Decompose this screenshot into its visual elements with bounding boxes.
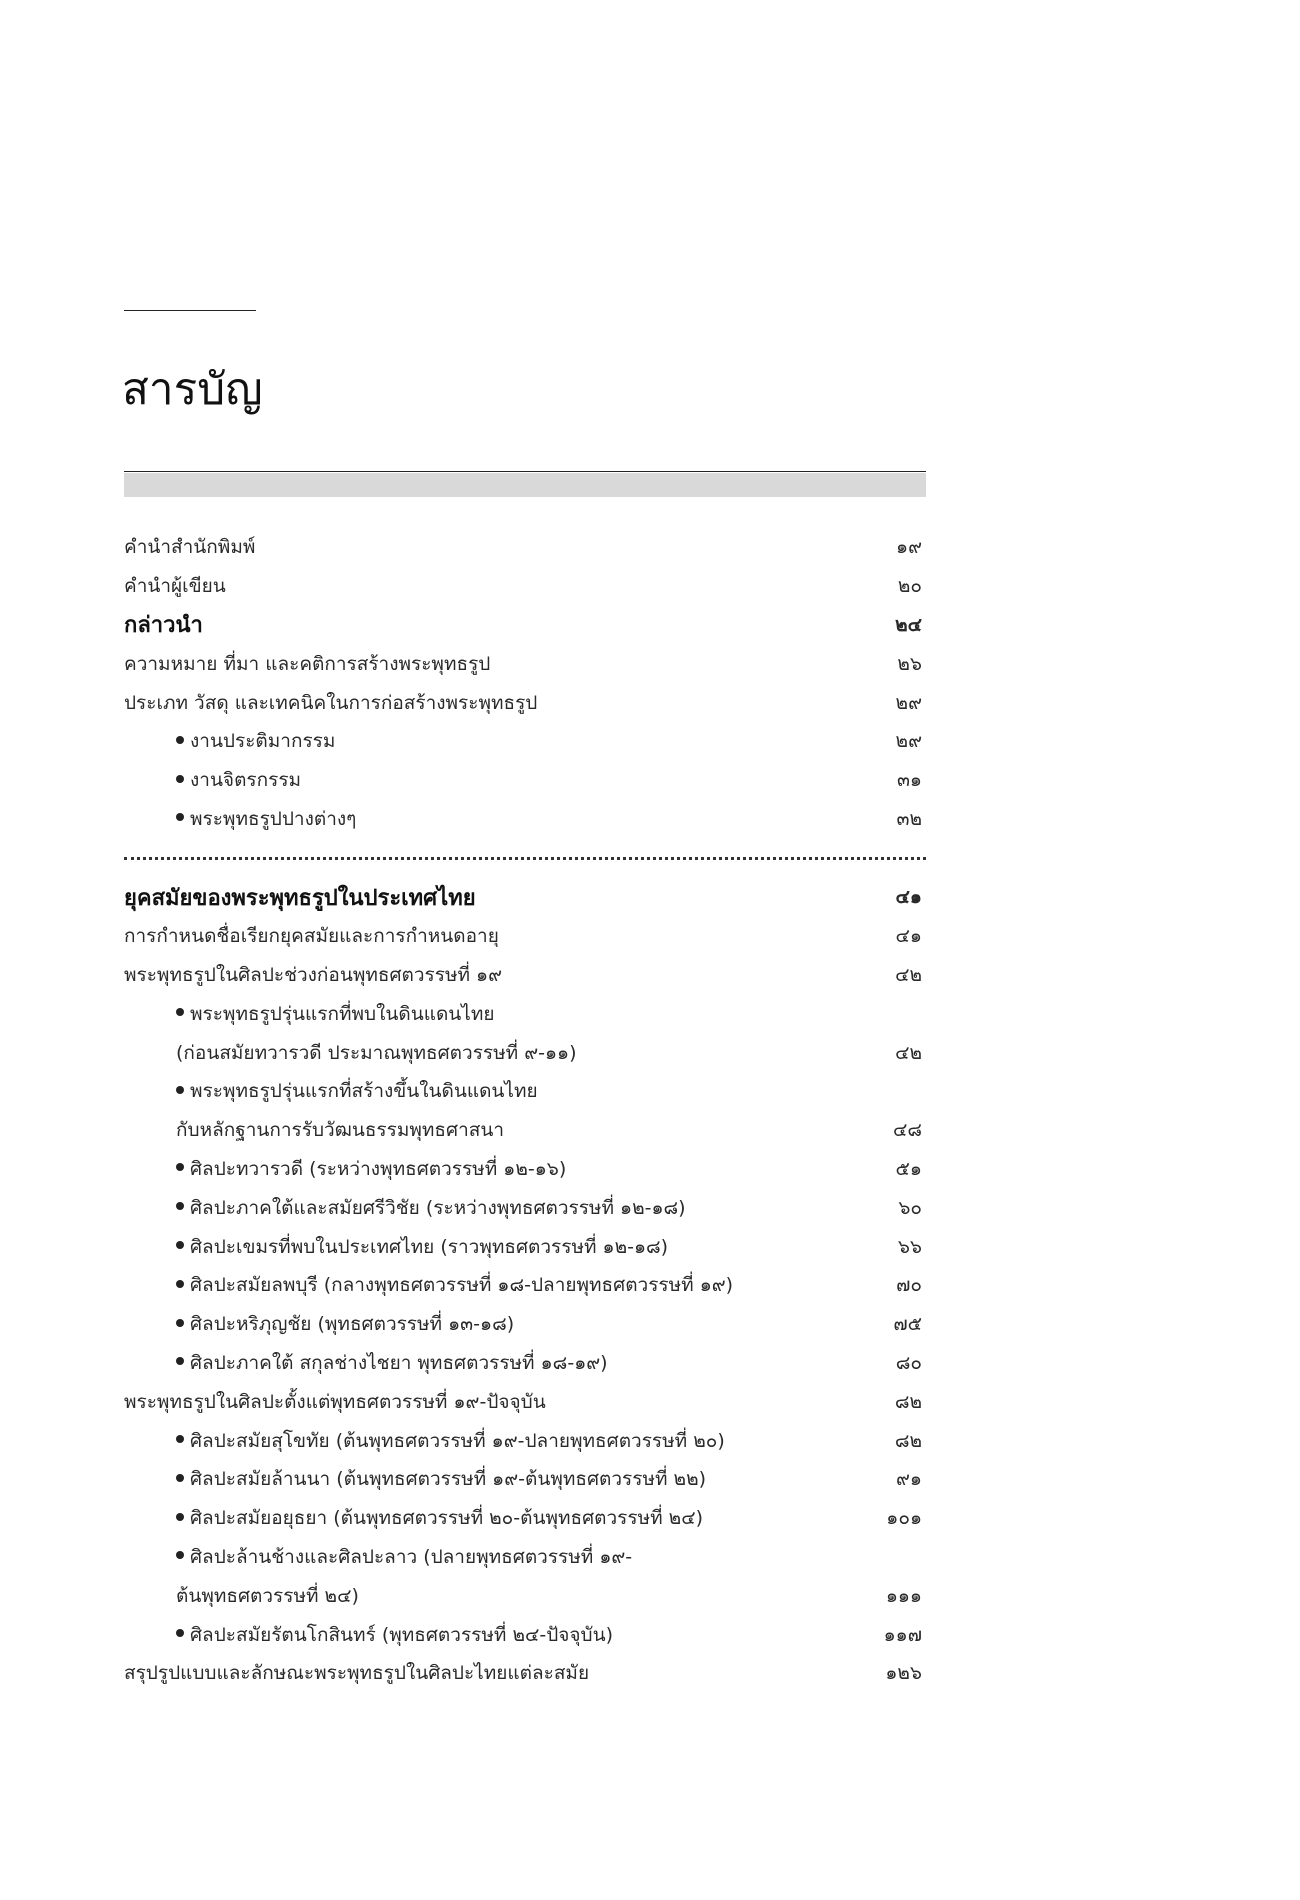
decorative-short-rule (124, 310, 256, 311)
toc-entry-text: ศิลปะสมัยรัตนโกสินทร์ (พุทธศตวรรษที่ ๒๔-ปัจจุบัน) (190, 1623, 613, 1646)
toc-entry-label (124, 1503, 703, 1533)
toc-entry-text: พระพุทธรูปรุ่นแรกที่สร้างขึ้นในดินแดนไทย (190, 1080, 538, 1103)
toc-entry-label (124, 804, 356, 834)
toc-page-number: ๗๕ (893, 1313, 922, 1336)
bullet-icon (176, 1280, 184, 1288)
bullet-icon (176, 1202, 184, 1210)
toc-entry-text: (ก่อนสมัยทวารวดี ประมาณพุทธศตวรรษที่ ๙-๑๑) (176, 1041, 577, 1064)
bullet-icon (176, 736, 184, 744)
toc-entry-text: ยุคสมัยของพระพุทธรูปในประเทศไทย (124, 885, 476, 911)
toc-entry-label (124, 1542, 632, 1572)
bullet-icon (176, 813, 184, 821)
toc-entry-text: ประเภท วัสดุ และเทคนิคในการก่อสร้างพระพุทธรูป (124, 691, 538, 714)
toc-entry-text: งานประติมากรรม (190, 730, 336, 753)
toc-entry[interactable] (124, 1072, 926, 1111)
toc-entry-label (124, 607, 203, 642)
toc-entry-label (124, 1658, 589, 1688)
toc-entry[interactable] (124, 1615, 926, 1654)
bullet-icon (176, 1163, 184, 1171)
toc-entry-text: ศิลปะสมัยล้านนา (ต้นพุทธศตวรรษที่ ๑๙-ต้นพุทธศตวรรษที่ ๒๒) (190, 1468, 707, 1491)
toc-page-number: ๕๑ (895, 1157, 922, 1180)
toc-entry-text: ศิลปะสมัยสุโขทัย (ต้นพุทธศตวรรษที่ ๑๙-ปลายพุทธศตวรรษที่ ๒๐) (190, 1429, 725, 1452)
grey-header-bar (124, 473, 926, 497)
toc-entry[interactable] (124, 761, 926, 800)
toc-entry-text: ศิลปะล้านช้างและศิลปะลาว (ปลายพุทธศตวรรษที่ ๑๙- (190, 1545, 633, 1568)
bullet-icon (176, 1008, 184, 1016)
toc-entry-text: ศิลปะสมัยลพบุรี (กลางพุทธศตวรรษที่ ๑๘-ปลายพุทธศตวรรษที่ ๑๙) (190, 1274, 734, 1297)
toc-entry[interactable] (124, 1266, 926, 1305)
toc-entry-text: ศิลปะเขมรที่พบในประเทศไทย (ราวพุทธศตวรรษที่ ๑๒-๑๘) (190, 1235, 669, 1258)
toc-entry-text: ศิลปะภาคใต้และสมัยศรีวิชัย (ระหว่างพุทธศตวรรษที่ ๑๒-๑๘) (190, 1196, 686, 1219)
toc-entry-text: ศิลปะสมัยอยุธยา (ต้นพุทธศตวรรษที่ ๒๐-ต้นพุทธศตวรรษที่ ๒๔) (190, 1507, 703, 1530)
toc-entry-label (124, 649, 490, 679)
toc-entry-text: พระพุทธรูปในศิลปะช่วงก่อนพุทธศตวรรษที่ ๑๙ (124, 963, 503, 986)
toc-entry-label (124, 1154, 566, 1184)
toc-page-number: ๒๔ (895, 613, 922, 636)
toc-entry-label (124, 880, 476, 915)
toc-entry-label (124, 765, 301, 795)
toc-entry[interactable] (124, 1033, 926, 1072)
toc-page-number: ๑๙ (896, 536, 922, 559)
toc-entry[interactable] (124, 683, 926, 722)
toc-page-number: ๒๐ (897, 575, 922, 598)
toc-entry-label (124, 1426, 725, 1456)
toc-entry-label (124, 532, 255, 562)
toc-entry[interactable] (124, 1344, 926, 1383)
toc-entry[interactable] (124, 1421, 926, 1460)
toc-entry[interactable] (124, 567, 926, 606)
header-rule (124, 471, 926, 472)
bullet-icon (176, 1241, 184, 1249)
toc-entry-label (124, 1464, 706, 1494)
toc-entry-label (124, 1620, 613, 1650)
toc-page-number: ๔๒ (895, 963, 922, 986)
toc-entry-label (124, 1115, 504, 1145)
toc-entry-text: ศิลปะทวารวดี (ระหว่างพุทธศตวรรษที่ ๑๒-๑๖) (190, 1157, 567, 1180)
toc-entry-text: คำนำสำนักพิมพ์ (124, 536, 256, 559)
toc-page-number: ๔๒ (895, 1041, 922, 1064)
toc-page-number: ๘๒ (894, 1429, 922, 1452)
toc-page-number: ๑๑๗ (883, 1623, 922, 1646)
toc-entry-text: คำนำผู้เขียน (124, 575, 226, 598)
toc-entry-text: กล่าวนำ (124, 613, 203, 639)
toc-page-number: ๔๑ (895, 886, 922, 909)
toc-entry-label (124, 1076, 538, 1106)
toc-entry[interactable] (124, 1111, 926, 1150)
toc-page-number: ๑๑๑ (885, 1584, 922, 1607)
toc-entry-text: สรุปรูปแบบและลักษณะพระพุทธรูปในศิลปะไทยแต่ละสมัย (124, 1662, 590, 1685)
toc-page-number: ๖๐ (898, 1196, 922, 1219)
toc-entry-label (124, 999, 494, 1029)
toc-entry-text: ศิลปะหริภุญชัย (พุทธศตวรรษที่ ๑๓-๑๘) (190, 1313, 515, 1336)
bullet-icon (176, 775, 184, 783)
toc-entry-label (124, 1232, 668, 1262)
toc-page-number: ๒๖ (897, 652, 922, 675)
toc-entry-label (124, 1387, 546, 1417)
toc-entry-label (124, 1193, 686, 1223)
toc-entry-label (124, 571, 226, 601)
toc-entry-label (124, 921, 499, 951)
toc-entry-text: ศิลปะภาคใต้ สกุลช่างไชยา พุทธศตวรรษที่ ๑๘-๑๙) (190, 1351, 608, 1374)
toc-entry[interactable] (124, 722, 926, 761)
toc-entry-label (124, 1581, 359, 1611)
toc-page-number: ๒๙ (895, 691, 922, 714)
toc-entry[interactable] (124, 1460, 926, 1499)
toc-entry[interactable] (124, 1538, 926, 1577)
toc-heading[interactable] (124, 878, 926, 917)
toc-entry[interactable] (124, 1654, 926, 1693)
toc-page-number: ๘๒ (894, 1390, 922, 1413)
toc-entry-label (124, 1270, 733, 1300)
toc-entry-label (124, 1309, 514, 1339)
page-title: สารบัญ (122, 364, 263, 415)
toc-page-number: ๖๖ (897, 1235, 922, 1258)
toc-entry-text: พระพุทธรูปในศิลปะตั้งแต่พุทธศตวรรษที่ ๑๙-ปัจจุบัน (124, 1390, 546, 1413)
bullet-icon (176, 1513, 184, 1521)
toc-entry-text: พระพุทธรูปปางต่างๆ (190, 807, 357, 830)
toc-entry-text: ความหมาย ที่มา และคติการสร้างพระพุทธรูป (124, 652, 491, 675)
toc-entry[interactable] (124, 1188, 926, 1227)
bullet-icon (176, 1086, 184, 1094)
bullet-icon (176, 1551, 184, 1559)
bullet-icon (176, 1629, 184, 1637)
toc-page-number: ๑๐๑ (886, 1507, 922, 1530)
toc-page-number: ๒๙ (895, 730, 922, 753)
toc-entry[interactable] (124, 1499, 926, 1538)
toc-page-number: ๓๑ (896, 769, 922, 792)
toc-entry[interactable] (124, 1382, 926, 1421)
toc-section-1 (124, 528, 926, 838)
toc-entry-label (124, 688, 537, 718)
bullet-icon (176, 1474, 184, 1482)
toc-entry[interactable] (124, 994, 926, 1033)
toc-page-number: ๘๐ (895, 1351, 922, 1374)
toc-page-number: ๔๑ (895, 925, 922, 948)
bullet-icon (176, 1435, 184, 1443)
toc-page-number: ๓๒ (896, 807, 922, 830)
toc-entry[interactable] (124, 1227, 926, 1266)
toc-entry-text: งานจิตรกรรม (190, 769, 302, 792)
toc-entry-label (124, 1038, 577, 1068)
toc-page-number: ๑๒๖ (885, 1662, 922, 1685)
toc-entry-label (124, 960, 502, 990)
toc-entry-text: การกำหนดชื่อเรียกยุคสมัยและการกำหนดอายุ (124, 925, 499, 948)
bullet-icon (176, 1319, 184, 1327)
toc-entry-text: ต้นพุทธศตวรรษที่ ๒๔) (176, 1584, 359, 1607)
toc-heading[interactable] (124, 606, 926, 645)
bullet-icon (176, 1357, 184, 1365)
toc-entry-text: กับหลักฐานการรับวัฒนธรรมพุทธศาสนา (176, 1119, 505, 1142)
toc-entry[interactable] (124, 800, 926, 839)
toc-entry-label (124, 726, 335, 756)
toc-page-number: ๙๑ (896, 1468, 922, 1491)
toc-entry[interactable] (124, 644, 926, 683)
toc-section-2 (124, 878, 926, 1693)
toc-entry-label (124, 1348, 608, 1378)
toc-page-number: ๔๘ (892, 1119, 922, 1142)
toc-page-number: ๗๐ (896, 1274, 922, 1297)
toc-entry[interactable] (124, 1305, 926, 1344)
dotted-separator (124, 857, 926, 860)
toc-entry[interactable] (124, 917, 926, 956)
toc-entry[interactable] (124, 1576, 926, 1615)
toc-entry[interactable] (124, 1150, 926, 1189)
toc-entry[interactable] (124, 956, 926, 995)
toc-entry[interactable] (124, 528, 926, 567)
toc-entry-text: พระพุทธรูปรุ่นแรกที่พบในดินแดนไทย (190, 1002, 495, 1025)
